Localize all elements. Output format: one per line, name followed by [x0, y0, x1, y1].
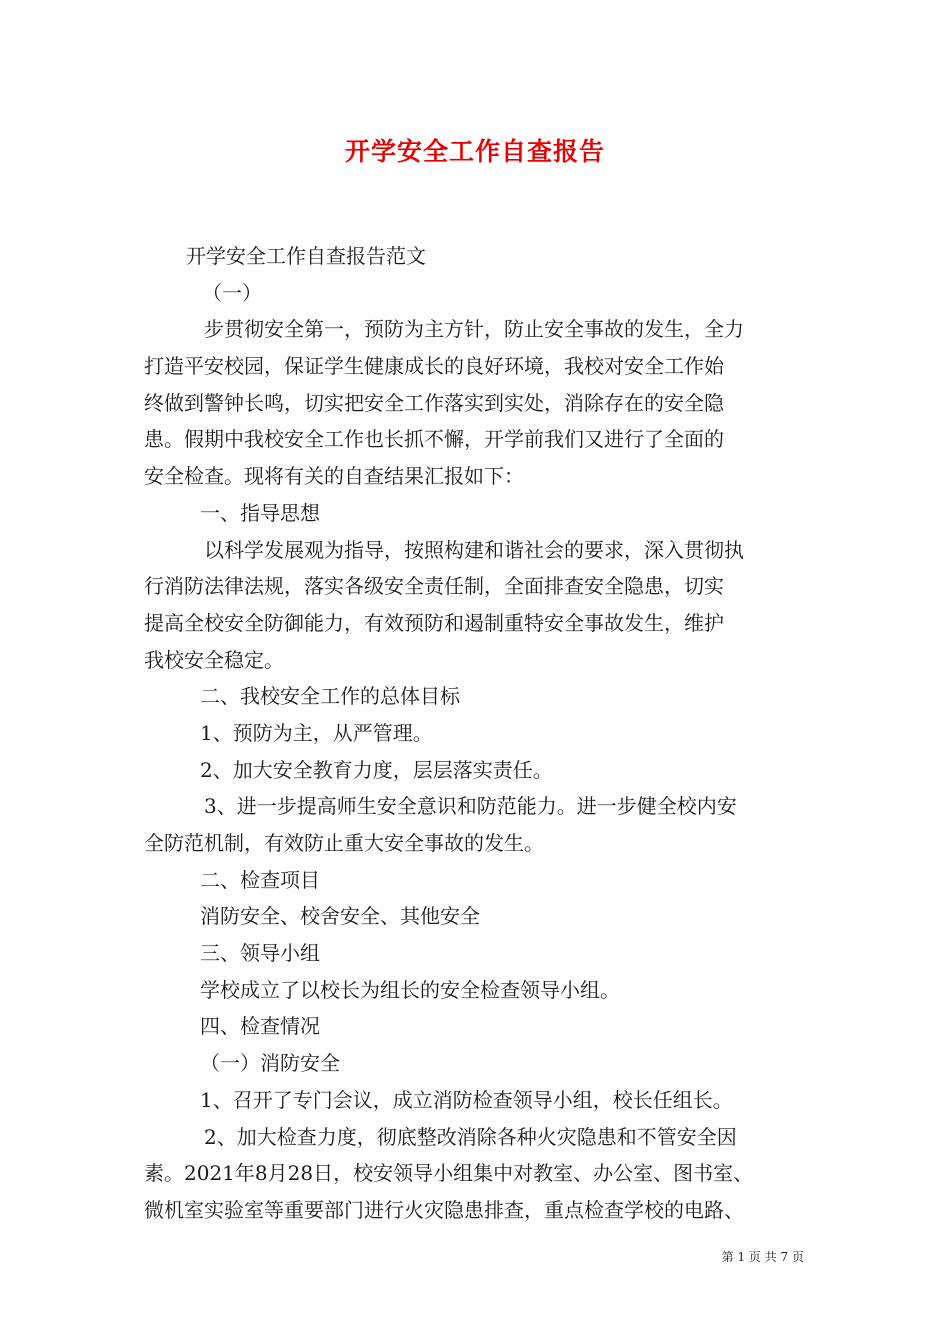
paragraph-line: 素。2021年8月28日，校安领导小组集中对教室、办公室、图书室、: [144, 1161, 754, 1186]
paragraph-line: 终做到警钟长鸣，切实把安全工作落实到实处，消除存在的安全隐: [144, 390, 724, 415]
subtitle: 开学安全工作自查报告范文: [186, 244, 426, 268]
page-footer: 第 1 页 共 7 页: [721, 1250, 804, 1264]
list-item: 3、进一步提高师生安全意识和防范能力。进一步健全校内安: [204, 794, 737, 819]
section-heading: 二、我校安全工作的总体目标: [200, 684, 460, 709]
document-title: 开学安全工作自查报告: [344, 137, 605, 166]
paragraph-line: 安全检查。现将有关的自查结果汇报如下：: [144, 464, 524, 489]
section-marker: （一）: [202, 280, 262, 305]
list-item: 2、加大安全教育力度，层层落实责任。: [200, 757, 553, 782]
paragraph-line: 微机室实验室等重要部门进行火灾隐患排查，重点检查学校的电路、: [144, 1197, 744, 1222]
document-body: [144, 238, 814, 1229]
paragraph-line: 学校成立了以校长为组长的安全检查领导小组。: [200, 977, 620, 1002]
section-heading: 一、指导思想: [200, 500, 320, 525]
paragraph-line: 全防范机制，有效防止重大安全事故的发生。: [144, 831, 544, 855]
paragraph-line: 打造平安校园，保证学生健康成长的良好环境，我校对安全工作始: [144, 354, 724, 379]
list-item: 1、预防为主，从严管理。: [200, 720, 433, 745]
list-item: 2、加大检查力度，彻底整改消除各种火灾隐患和不管安全因: [204, 1124, 737, 1149]
paragraph-line: 以科学发展观为指导，按照构建和谐社会的要求，深入贯彻执: [204, 537, 744, 562]
paragraph-line: 我校安全稳定。: [144, 647, 284, 672]
subsection-heading: （一）消防安全: [200, 1051, 340, 1076]
paragraph-line: 消防安全、校舍安全、其他安全: [200, 904, 480, 929]
paragraph-line: 步贯彻安全第一，预防为主方针，防止安全事故的发生，全力: [204, 317, 744, 342]
section-heading: 四、检查情况: [200, 1014, 320, 1039]
section-heading: 二、检查项目: [200, 867, 320, 892]
paragraph-line: 患。假期中我校安全工作也长抓不懈，开学前我们又进行了全面的: [144, 427, 724, 452]
paragraph-line: 行消防法律法规，落实各级安全责任制，全面排查安全隐患，切实: [144, 574, 724, 599]
paragraph-line: 提高全校安全防御能力，有效预防和遏制重特安全事故发生，维护: [144, 610, 724, 635]
section-heading: 三、领导小组: [200, 941, 320, 966]
list-item: 1、召开了专门会议，成立消防检查领导小组，校长任组长。: [200, 1087, 733, 1112]
